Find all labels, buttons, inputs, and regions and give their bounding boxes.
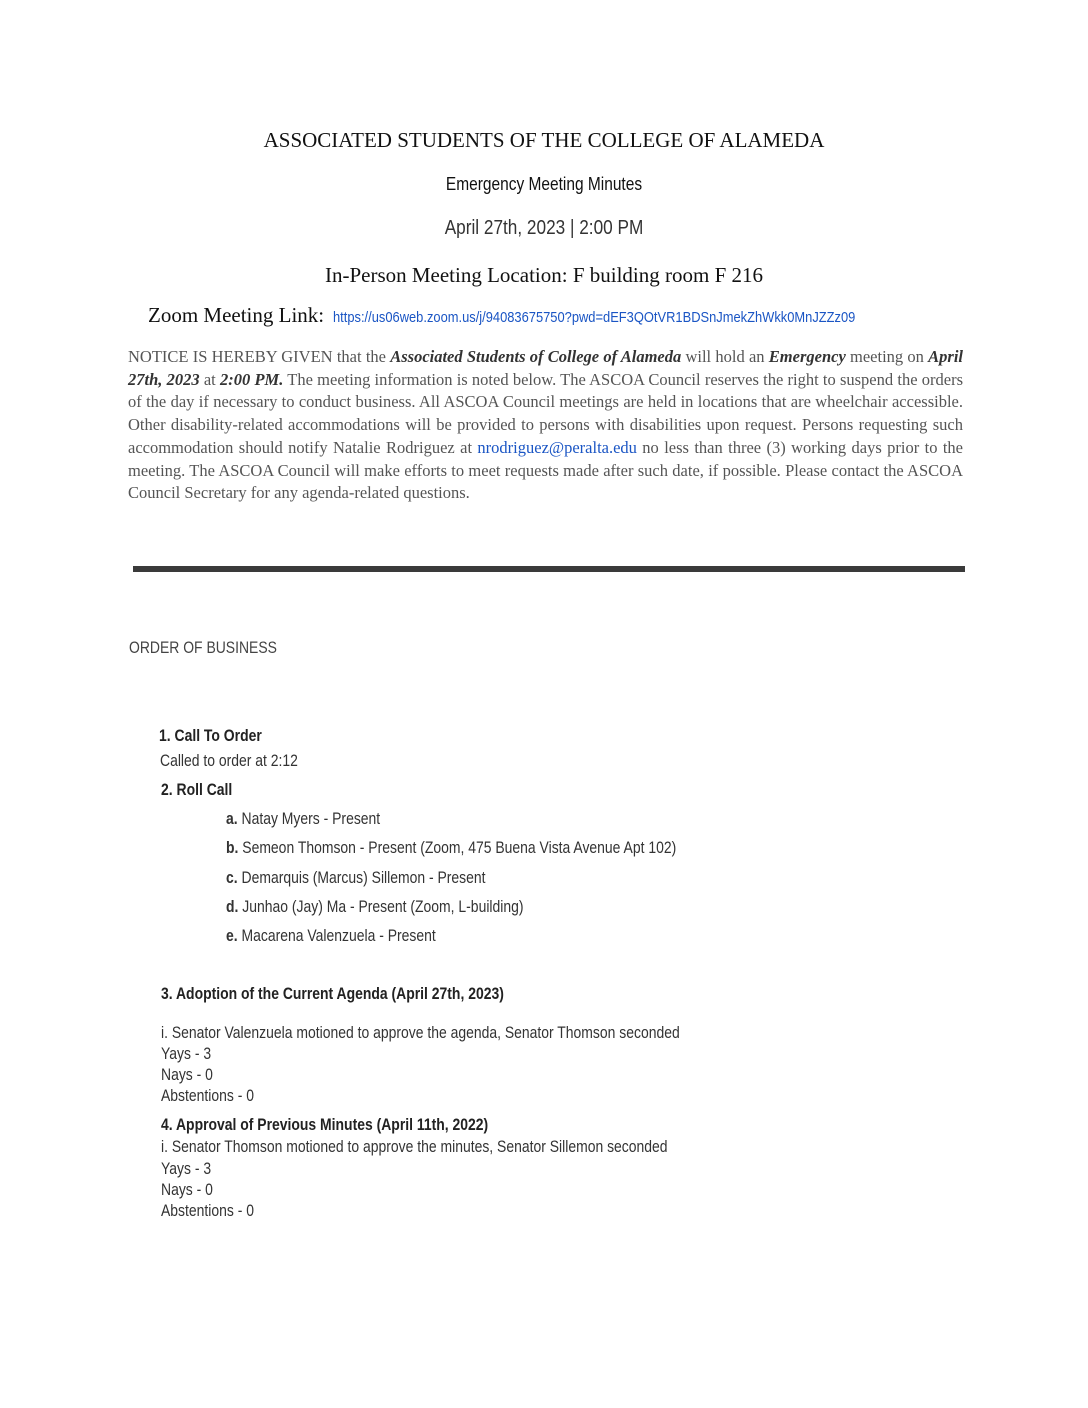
member-letter: c.: [226, 868, 238, 887]
adoption-yays: Yays - 3: [161, 1044, 212, 1063]
adoption-nays: Nays - 0: [161, 1065, 213, 1084]
approval-heading: 4. Approval of Previous Minutes (April 11th, 2022): [161, 1115, 489, 1134]
member-letter: a.: [226, 809, 238, 828]
member-text: Macarena Valenzuela - Present: [241, 926, 436, 945]
notice-emergency: Emergency: [768, 347, 846, 366]
meeting-date-time: April 27th, 2023 | 2:00 PM: [444, 217, 644, 239]
section-divider: [133, 566, 965, 572]
adoption-heading: 3. Adoption of the Current Agenda (April 27th, 2023): [161, 984, 504, 1003]
order-of-business-heading: ORDER OF BUSINESS: [129, 638, 277, 657]
roll-call-member: [226, 809, 380, 829]
member-text: Natay Myers - Present: [241, 809, 381, 828]
member-letter: b.: [226, 838, 239, 857]
member-letter: e.: [226, 926, 238, 945]
member-text: Demarquis (Marcus) Sillemon - Present: [241, 868, 486, 887]
approval-yays: Yays - 3: [161, 1159, 212, 1178]
notice-org-name: Associated Students of College of Alameda: [390, 347, 682, 366]
notice-text-1: NOTICE IS HEREBY GIVEN that the: [128, 347, 391, 366]
approval-motion: i. Senator Thomson motioned to approve the minutes, Senator Sillemon seconded: [161, 1137, 668, 1156]
member-letter: d.: [226, 897, 239, 916]
notice-text-6: no less than three (3) working days prior to the meeting. The ASCOA Council will make efforts to meet requests made after such date, if possible. Please contact the ASCOA Council Secretary for any agenda-related questions.: [128, 437, 963, 503]
meeting-location: In-Person Meeting Location: F building room F 216: [324, 263, 764, 287]
adoption-motion: i. Senator Valenzuela motioned to approve the agenda, Senator Thomson seconded: [161, 1023, 680, 1042]
member-text: Junhao (Jay) Ma - Present (Zoom, L-building): [242, 897, 524, 916]
notice-text-2: will hold an: [681, 347, 769, 366]
roll-call-heading: 2. Roll Call: [161, 780, 233, 799]
org-title: ASSOCIATED STUDENTS OF THE COLLEGE OF ALAMEDA: [263, 128, 825, 152]
notice-time: 2:00 PM.: [220, 369, 284, 389]
notice-date: April 27th, 2023: [128, 347, 963, 389]
notice-paragraph: [128, 346, 963, 505]
contact-email-link[interactable]: nrodriguez@peralta.edu: [477, 437, 637, 457]
roll-call-member: [226, 897, 524, 917]
call-to-order-text: Called to order at 2:12: [160, 751, 298, 770]
zoom-label: Zoom Meeting Link:: [148, 303, 325, 327]
notice-text-4: at: [199, 369, 220, 389]
document-title: Emergency Meeting Minutes: [445, 174, 643, 194]
adoption-abstentions: Abstentions - 0: [161, 1086, 254, 1105]
member-text: Semeon Thomson - Present (Zoom, 475 Buena Vista Avenue Apt 102): [242, 838, 677, 857]
roll-call-member: [226, 926, 436, 946]
zoom-line: [0, 303, 1088, 328]
notice-text-5: The meeting information is noted below. The ASCOA Council reserves the right to suspend the orders of the day if necessary to conduct business. All ASCOA Council meetings are held in locations that are wheelchair accessible. Other disability-related accommodations will be provided to persons with disabilities upon request. Persons requesting such accommodation should notify Natalie Rodriguez at: [128, 369, 963, 457]
zoom-meeting-link[interactable]: https://us06web.zoom.us/j/94083675750?pwd=dEF3QOtVR1BDSnJmekZhWkk0MnJZZz09: [332, 309, 855, 326]
roll-call-member: [226, 838, 676, 858]
call-to-order-heading: 1. Call To Order: [159, 726, 262, 745]
notice-text-3: meeting on: [845, 347, 929, 366]
approval-nays: Nays - 0: [161, 1180, 213, 1199]
approval-abstentions: Abstentions - 0: [161, 1201, 254, 1220]
roll-call-member: [226, 868, 486, 888]
